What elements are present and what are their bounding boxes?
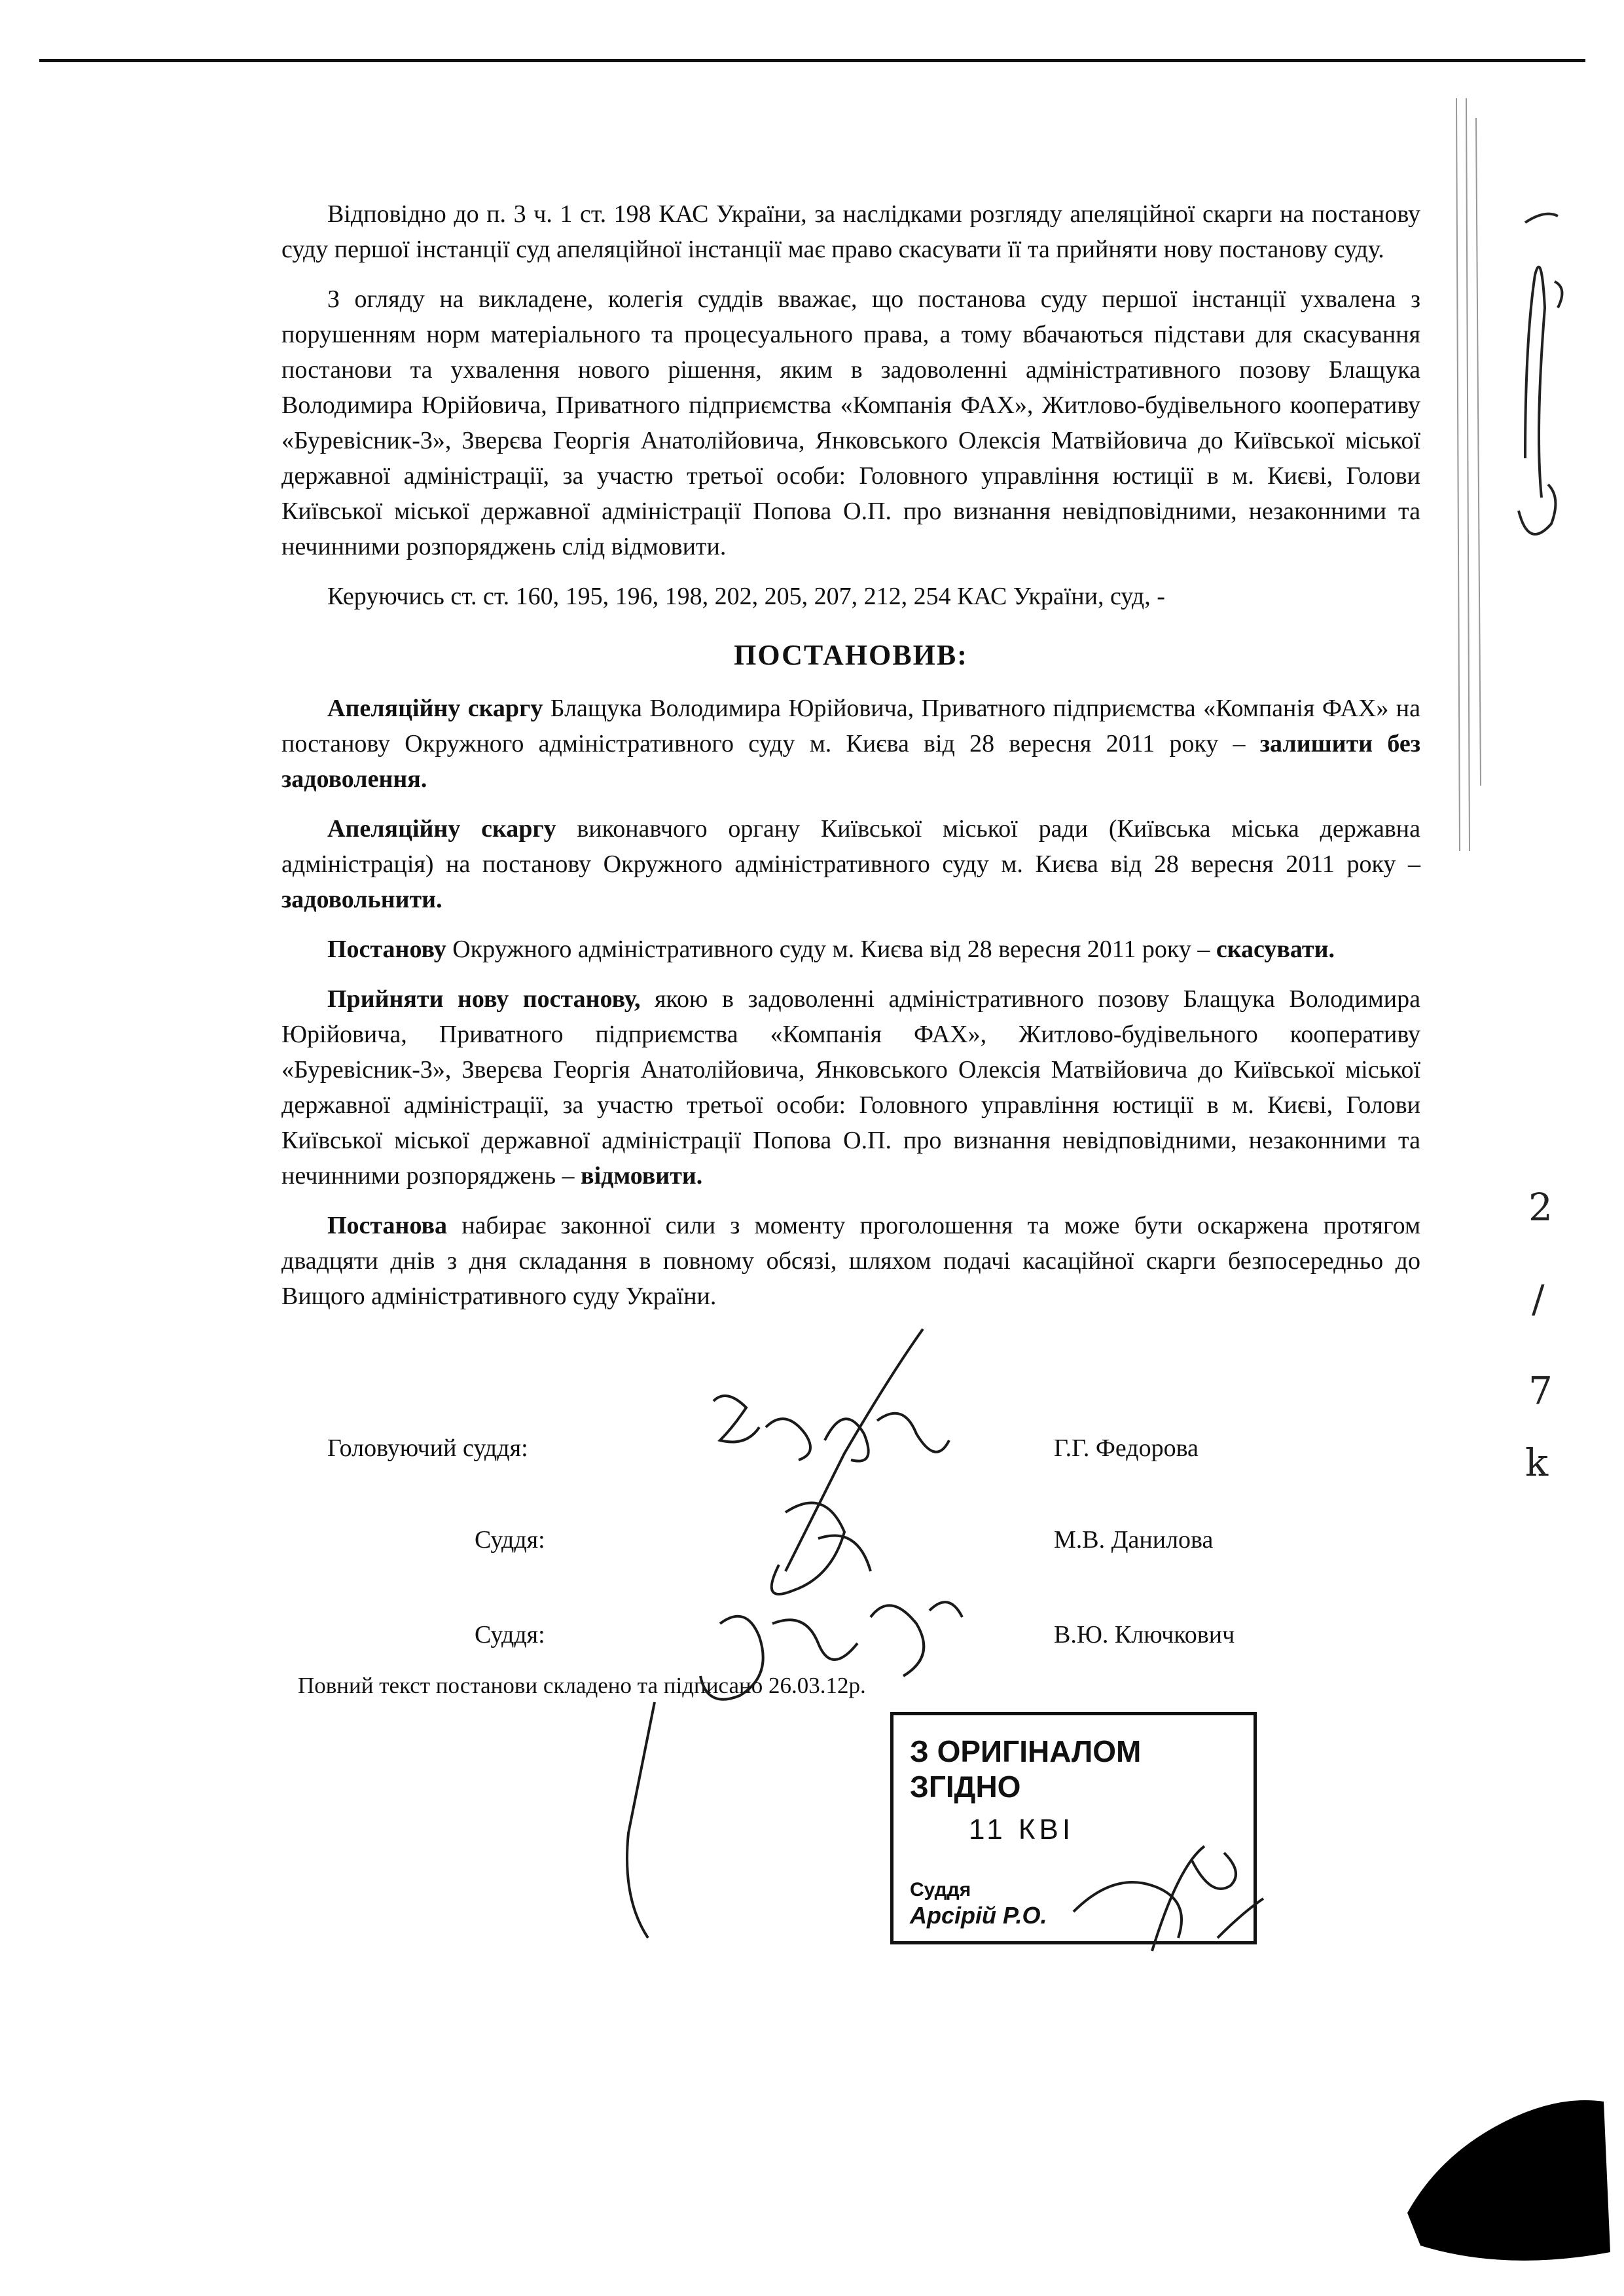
decision-item-3-end: скасувати. bbox=[1216, 936, 1335, 963]
decision-item-1-end: залишити без задоволення. bbox=[281, 730, 1420, 793]
stamp-title: З ОРИГІНАЛОМ ЗГІДНО bbox=[910, 1734, 1142, 1804]
decision-item-2-text: виконавчого органу Київської міської ради (Київська міська державна адміністрація) на постанову Окружного адміністративного суду м. Києва від 28 вересня 2011 року – bbox=[281, 815, 1420, 878]
judge-3-label: Суддя: bbox=[475, 1621, 545, 1649]
stamp-name: Арсірій Р.О. bbox=[910, 1902, 1047, 1929]
decision-item-5-text: набирає законної сили з моменту проголошення та може бути оскаржена протягом двадцяти днів з дня складання в повному обсязі, шляхом подачі касаційної скарги безпосередньо до Вищого адміністративного суду України. bbox=[281, 1212, 1420, 1310]
decision-item-4-lead: Прийняти нову постанову, bbox=[327, 985, 641, 1013]
decision-item-2-end: задовольнити. bbox=[281, 886, 442, 913]
decision-item-4-end: відмовити. bbox=[581, 1162, 703, 1190]
margin-mark-3: 7 bbox=[1528, 1368, 1553, 1413]
margin-mark-4: k bbox=[1525, 1440, 1549, 1485]
paragraph-articles: Керуючись ст. ст. 160, 195, 196, 198, 202, 205, 207, 212, 254 КАС України, суд, - bbox=[327, 583, 1165, 610]
decision-item-3-text: Окружного адміністративного суду м. Києва від 28 вересня 2011 року – bbox=[446, 936, 1216, 963]
judge-2-name: М.В. Данилова bbox=[1054, 1526, 1214, 1554]
decision-item-4-text: якою в задоволенні адміністративного позову Блащука Володимира Юрійовича, Приватного підприємства «Компанія ФАХ», Житлово-будівельного кооперативу «Буревісник-3», Зверєва Георгія Анатолійовича, Янковського Олексія Матвійовича до Київської міської державної адміністрації, за участю третьої особи: Головного управління юстиції в м. Києві, Голови Київської міської державної адміністрації Попова О.П. про визнання невідповідними, незаконними та нечинними розпоряджень – bbox=[281, 985, 1420, 1190]
decision-item-1-lead: Апеляційну скаргу bbox=[327, 695, 543, 722]
resolution-heading: ПОСТАНОВИВ: bbox=[734, 639, 968, 671]
judges-signature bbox=[627, 1329, 962, 1938]
presiding-judge-label: Головуючий суддя: bbox=[327, 1434, 528, 1462]
stamp-signature bbox=[1074, 1846, 1263, 1951]
margin-mark-1: 2 bbox=[1528, 1185, 1553, 1230]
binding-edge-strip bbox=[1456, 98, 1481, 851]
presiding-judge-name: Г.Г. Федорова bbox=[1054, 1434, 1199, 1462]
decision-item-1-text: Блащука Володимира Юрійовича, Приватного підприємства «Компанія ФАХ» на постанову Окружного адміністративного суду м. Києва від 28 вересня 2011 року – bbox=[281, 695, 1420, 757]
judge-2-label: Суддя: bbox=[475, 1526, 545, 1554]
margin-mark-2: / bbox=[1532, 1277, 1545, 1321]
decision-item-2-lead: Апеляційну скаргу bbox=[327, 815, 556, 843]
scan-corner-shadow bbox=[1407, 2100, 1610, 2261]
stamp-date: 11 КВІ bbox=[969, 1813, 1075, 1846]
paragraph-reasoning: З огляду на викладене, колегія суддів вважає, що постанова суду першої інстанції ухвалена з порушенням норм матеріального та процесуального права, а тому вбачаються підстави для скасування постанови та ухвалення нового рішення, яким в задоволенні адміністративного позову Блащука Володимира Юрійовича, Приватного підприємства «Компанія ФАХ», Житлово-будівельного кооперативу «Буревісник-3», Зверєва Георгія Анатолійовича, Янковського Олексія Матвійовича до Київської міської державної адміністрації, за участю третьої особи: Головного управління юстиції в м. Києві, Голови Київської міської державної адміністрації Попова О.П. про визнання невідповідними, незаконними та нечинними розпоряджень слід відмовити. bbox=[281, 285, 1420, 560]
full-text-note: Повний текст постанови складено та підписано 26.03.12р. bbox=[298, 1673, 866, 1698]
judge-3-name: В.Ю. Ключкович bbox=[1054, 1621, 1235, 1649]
decision-item-5-lead: Постанова bbox=[327, 1212, 448, 1239]
decision-item-3-lead: Постанову bbox=[327, 936, 446, 963]
stamp-role: Суддя bbox=[910, 1879, 971, 1901]
margin-check-signature bbox=[1519, 214, 1562, 534]
paragraph-legal-basis: Відповідно до п. 3 ч. 1 ст. 198 КАС України, за наслідками розгляду апеляційної скарги на постанову суду першої інстанції суд апеляційної інстанції має право скасувати її та прийняти нову постанову суду. bbox=[281, 200, 1420, 263]
